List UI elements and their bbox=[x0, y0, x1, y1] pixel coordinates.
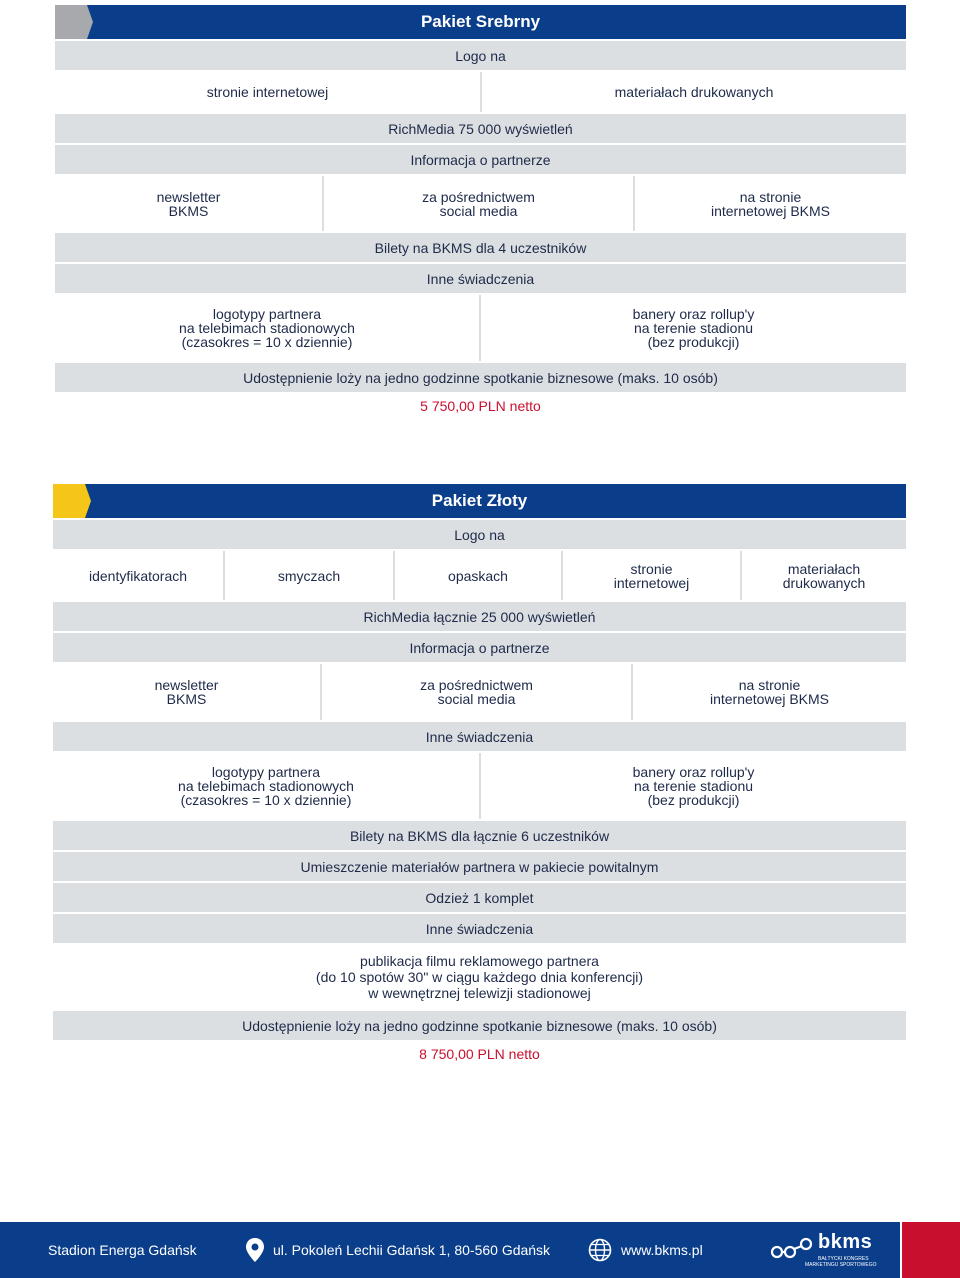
gold-lodge: Udostępnienie loży na jedno godzinne spotkanie biznesowe (maks. 10 osób) bbox=[53, 1011, 906, 1040]
silver-other-label: Inne świadczenia bbox=[55, 264, 906, 293]
gold-clothes: Odzież 1 komplet bbox=[53, 883, 906, 912]
gold-package-header bbox=[53, 484, 906, 518]
gold-package bbox=[53, 484, 906, 1068]
gold-info-item: newsletter BKMS bbox=[154, 677, 219, 707]
silver-other-row bbox=[55, 295, 906, 361]
footer-venue: Stadion Energa Gdańsk bbox=[48, 1242, 197, 1258]
gold-other-label: Inne świadczenia bbox=[53, 722, 906, 751]
footer-address: ul. Pokoleń Lechii Gdańsk 1, 80-560 Gdańsk bbox=[273, 1242, 551, 1258]
gold-other-item: banery oraz rollup'y na terenie stadionu (bez produkcji) bbox=[479, 753, 906, 819]
gold-film: publikacja filmu reklamowego partnera (do 10 spotów 30" w ciągu każdego dnia konferencji) w wewnętrznej telewizji stadionowej bbox=[315, 953, 644, 1001]
gold-other-label-2: Inne świadczenia bbox=[53, 914, 906, 943]
gold-richmedia: RichMedia łącznie 25 000 wyświetleń bbox=[53, 602, 906, 631]
gold-logo-label: Logo na bbox=[53, 520, 906, 549]
silver-info-row bbox=[55, 176, 906, 231]
gold-info-label: Informacja o partnerze bbox=[53, 633, 906, 662]
gold-tickets: Bilety na BKMS dla łącznie 6 uczestników bbox=[53, 821, 906, 850]
silver-lodge: Udostępnienie loży na jedno godzinne spotkanie biznesowe (maks. 10 osób) bbox=[55, 363, 906, 392]
gold-logo-item: opaskach bbox=[393, 551, 561, 600]
silver-info-item: na stronie internetowej BKMS bbox=[633, 176, 906, 231]
gold-logo-row bbox=[53, 551, 906, 600]
silver-info-item: za pośrednictwem social media bbox=[322, 176, 633, 231]
silver-package bbox=[55, 5, 906, 420]
silver-info-label: Informacja o partnerze bbox=[55, 145, 906, 174]
silver-logo-row bbox=[55, 72, 906, 112]
silver-package-header bbox=[55, 5, 906, 39]
silver-richmedia: RichMedia 75 000 wyświetleń bbox=[55, 114, 906, 143]
footer-website-link[interactable]: www.bkms.pl bbox=[621, 1242, 703, 1258]
footer bbox=[0, 1222, 960, 1278]
gold-info-item: za pośrednictwem social media bbox=[320, 664, 631, 720]
silver-price: 5 750,00 PLN netto bbox=[420, 398, 541, 414]
gold-flag-icon bbox=[53, 484, 93, 518]
gold-logo-item: materiałach drukowanych bbox=[740, 551, 906, 600]
silver-package-title: Pakiet Srebrny bbox=[420, 12, 541, 31]
silver-other-item: banery oraz rollup'y na terenie stadionu (bez produkcji) bbox=[479, 295, 906, 361]
gold-logo-item: identyfikatorach bbox=[88, 567, 188, 584]
silver-info-item: newsletter BKMS bbox=[156, 188, 221, 219]
globe-icon bbox=[588, 1238, 612, 1262]
gold-info-row bbox=[53, 664, 906, 720]
gold-logo-item: stronie internetowej bbox=[561, 551, 740, 600]
gold-price: 8 750,00 PLN netto bbox=[419, 1046, 540, 1062]
gold-package-title: Pakiet Złoty bbox=[431, 491, 528, 510]
silver-tickets: Bilety na BKMS dla 4 uczestników bbox=[55, 233, 906, 262]
bkms-logo-subtext-2: MARKETINGU SPORTOWEGO bbox=[805, 1262, 877, 1268]
footer-red-block bbox=[902, 1222, 960, 1278]
gold-logo-item: smyczach bbox=[223, 551, 393, 600]
bkms-logo-text: bkms bbox=[818, 1231, 873, 1253]
location-pin-icon bbox=[245, 1237, 265, 1263]
silver-logo-item: materiałach drukowanych bbox=[480, 72, 906, 112]
silver-flag-icon bbox=[55, 5, 95, 39]
silver-logo-item: stronie internetowej bbox=[206, 84, 329, 100]
gold-info-item: na stronie internetowej BKMS bbox=[631, 664, 906, 720]
gold-welcome: Umieszczenie materiałów partnera w pakiecie powitalnym bbox=[53, 852, 906, 881]
bkms-logo-subtext-1: BAŁTYCKI KONGRES bbox=[818, 1256, 869, 1262]
gold-other-item: logotypy partnera na telebimach stadionowych (czasokres = 10 x dziennie) bbox=[178, 764, 354, 808]
bkms-logo bbox=[770, 1231, 875, 1271]
gold-other-row bbox=[53, 753, 906, 819]
bkms-logo-icon bbox=[770, 1237, 816, 1259]
silver-logo-label: Logo na bbox=[55, 41, 906, 70]
silver-other-item: logotypy partnera na telebimach stadionowych (czasokres = 10 x dziennie) bbox=[179, 306, 355, 350]
